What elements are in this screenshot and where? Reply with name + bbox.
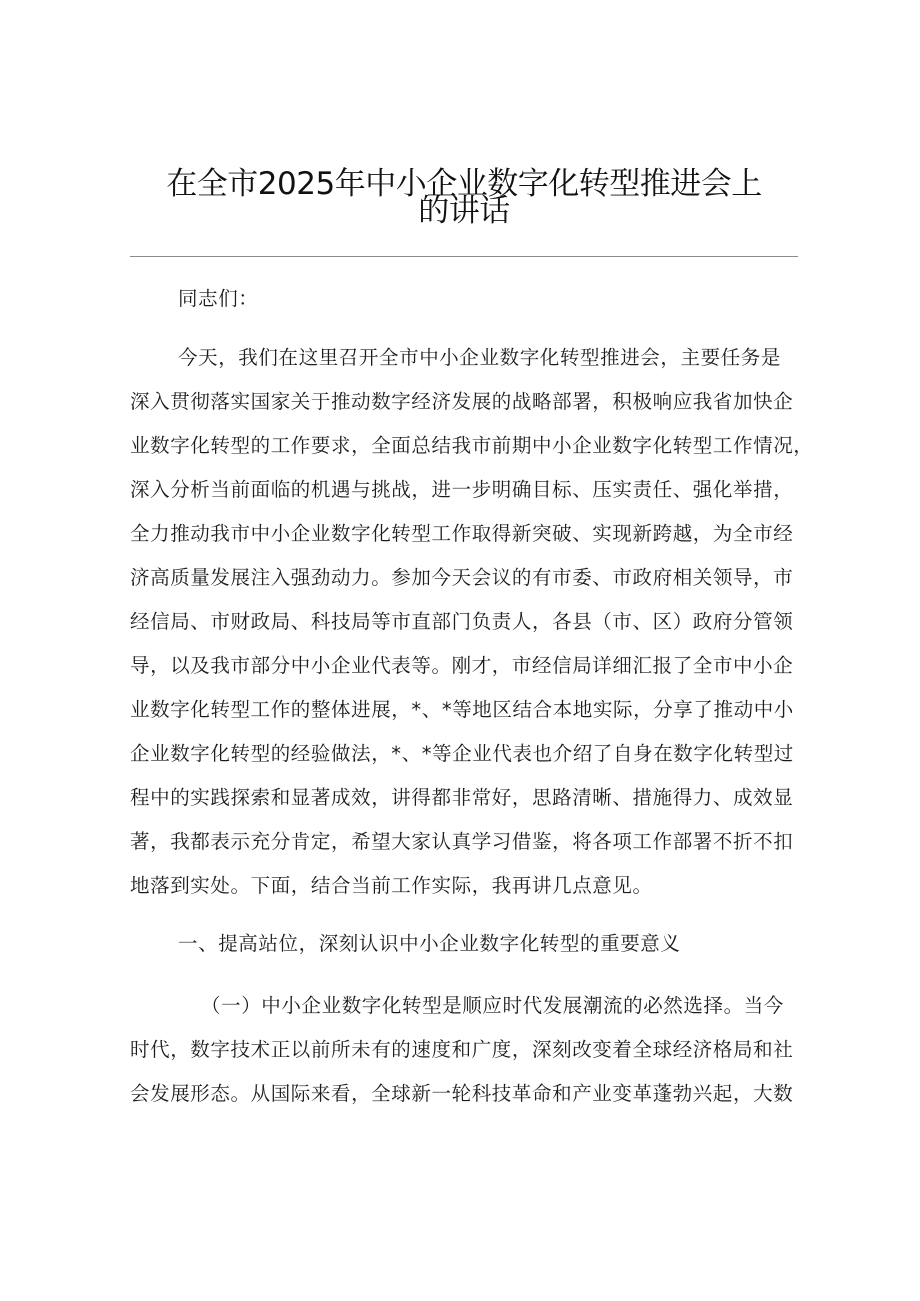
paragraph-1-line: 全力推动我市中小企业数字化转型工作取得新突破、实现新跨越，为全市经 xyxy=(130,522,794,545)
document-title-line-2-text: 的讲话 xyxy=(418,193,510,229)
document-title-line-1: 在全市2025年中小企业数字化转型推进会上 xyxy=(166,166,762,202)
paragraph-2-line: 会发展形态。从国际来看，全球新一轮科技革命和产业变革蓬勃兴起，大数 xyxy=(130,1082,794,1105)
paragraph-1-line: 企业数字化转型的经验做法，*、*等企业代表也介绍了自身在数字化转型过 xyxy=(130,742,794,765)
paragraph-1-line: 导，以及我市部分中小企业代表等。刚才，市经信局详细汇报了全市中小企 xyxy=(130,654,794,677)
paragraph-1-line: 地落到实处。下面，结合当前工作实际，我再讲几点意见。 xyxy=(130,874,653,897)
document-title-line-2 xyxy=(130,189,798,231)
paragraph-1-line: 业数字化转型工作的整体进展，*、*等地区结合本地实际，分享了推动中小 xyxy=(130,698,794,721)
paragraph-1-line: 著，我都表示充分肯定，希望大家认真学习借鉴，将各项工作部署不折不扣 xyxy=(130,830,794,853)
paragraph-2-line: 时代，数字技术正以前所未有的速度和广度，深刻改变着全球经济格局和社 xyxy=(130,1038,794,1061)
paragraph-1-line: 程中的实践探索和显著成效，讲得都非常好，思路清晰、措施得力、成效显 xyxy=(130,786,794,809)
paragraph-1-line: 深入分析当前面临的机遇与挑战，进一步明确目标、压实责任、强化举措， xyxy=(130,478,794,501)
paragraph-1-line: 深入贯彻落实国家关于推动数字经济发展的战略部署，积极响应我省加快企 xyxy=(130,390,794,413)
section-heading-1: 一、提高站位，深刻认识中小企业数字化转型的重要意义 xyxy=(178,932,681,955)
paragraph-1-line: 经信局、市财政局、科技局等市直部门负责人，各县（市、区）政府分管领 xyxy=(130,610,794,633)
paragraph-1-line: 今天，我们在这里召开全市中小企业数字化转型推进会，主要任务是 xyxy=(178,346,782,369)
title-divider xyxy=(130,256,798,257)
paragraph-1-line: 业数字化转型的工作要求，全面总结我市前期中小企业数字化转型工作情况， xyxy=(130,434,814,457)
salutation: 同志们： xyxy=(178,287,259,310)
paragraph-1-line: 济高质量发展注入强劲动力。参加今天会议的有市委、市政府相关领导，市 xyxy=(130,566,794,589)
paragraph-2-line: （一）中小企业数字化转型是顺应时代发展潮流的必然选择。当今 xyxy=(201,994,784,1017)
